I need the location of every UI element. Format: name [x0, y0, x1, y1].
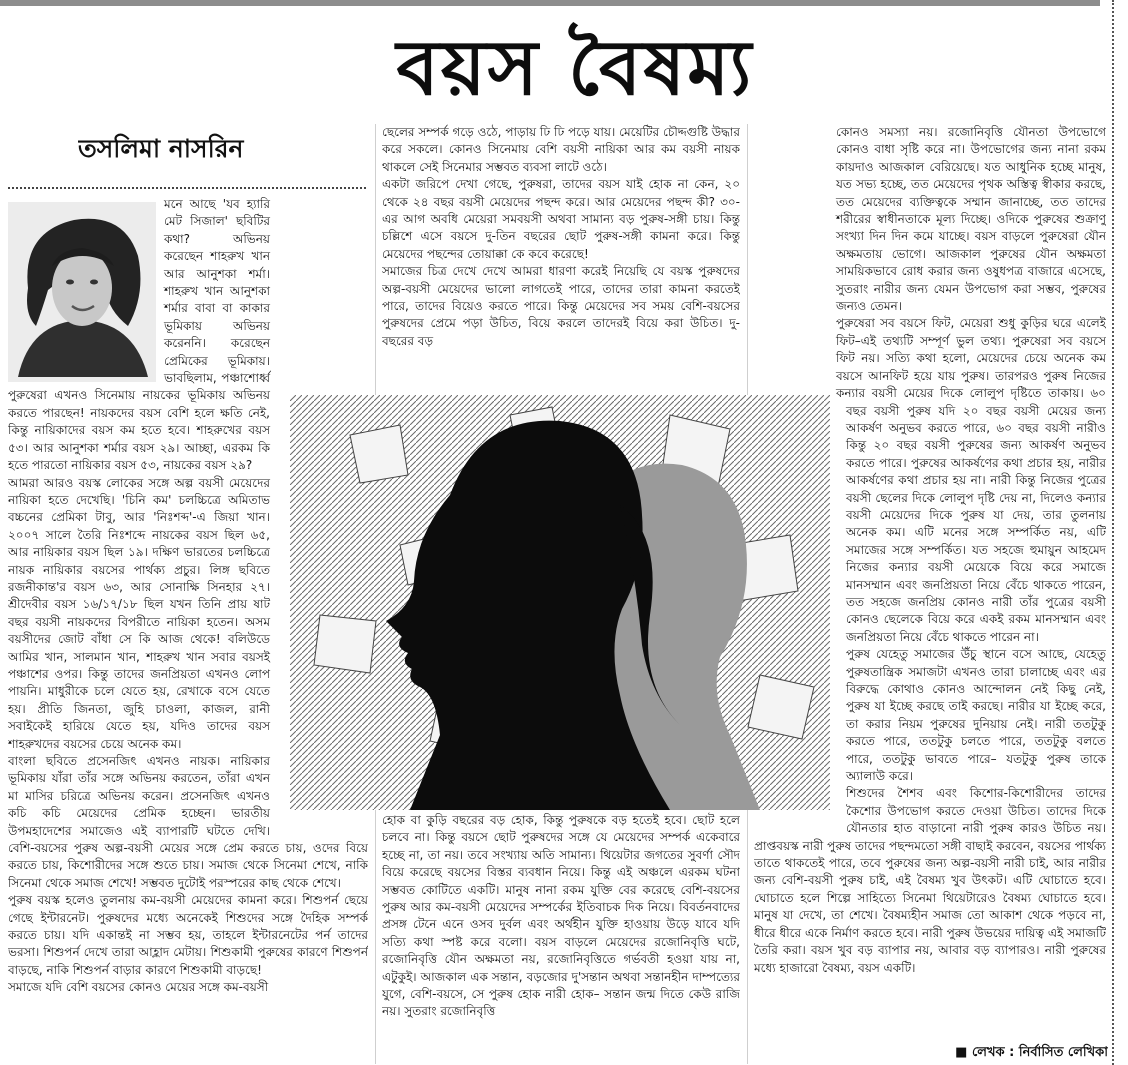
faces-silhouette-icon	[290, 395, 830, 810]
paragraph: সমাজে যদি বেশি বয়সের কোনও মেয়ের সঙ্গে কম-বয়সী	[8, 980, 269, 995]
byline: তসলিমা নাসরিন	[78, 134, 244, 163]
column-2-bottom	[382, 812, 740, 1062]
paragraph: বাংলা ছবিতে প্রসেনজিৎ এখনও নায়ক। নায়িকার ভূমিকায় যাঁরা তাঁর সঙ্গে অভিনয় করতেন, তাঁরা এখন মা মাসির চরিত্রে অভিনয় করেন। প্রসেনজিৎ এখনও কচি কচি মেয়েদের প্রেমিক হচ্ছেন। ভারতীয় উপমহাদেশের সমাজেও এই ব্যাপারটি ঘটতে দেখি। বেশি-বয়সের পুরুষ অল্প-বয়সী মেয়ের সঙ্গে প্রেম করতে চায়, ওদের বিয়ে করতে চায়, কিশোরীদের সঙ্গে শুতে চায়। সমাজ থেকে সিনেমা শেখে, নাকি সিনেমা থেকে সমাজ শেখে! সম্ভবত দুটোই পরস্পরের কাছ থেকে শেখে।	[8, 754, 368, 890]
author-signoff	[940, 1043, 1108, 1063]
signoff-text: লেখক : নির্বাসিত লেখিকা	[972, 1045, 1108, 1060]
byline-divider	[8, 187, 366, 189]
paragraph: মনে আছে 'যব হ্যারি মেট সিজাল' ছবিটির কথা? অভিনয় করেছেন শাহরুখ খান আর আনুশকা শর্মা। শাহরুখ খান আনুশকা শর্মার বাবা বা কাকার ভূমিকায় অভিনয় করেননি। করেছেন প্রেমিকের ভূমিকায়। ভাবছিলাম, পঞ্চাশোর্ধ্ব পুরুষেরা এখনও সিনেমায় নায়কের ভূমিকায় অভিনয় করতে পারছেন! নায়কদের বয়স বেশি হলে ক্ষতি নেই, কিন্তু নায়িকাদের বয়স কম হতে হবে। শাহরুখের বয়স ৫৩। আর আনুশকা শর্মার বয়স ২৯। আচ্ছা, এরকম কি হতে পারতো নায়িকার বয়স ৫৩, নায়কের বয়স ২৯?	[8, 197, 270, 473]
headline: বয়স বৈষম্য	[396, 23, 754, 112]
author-photo	[8, 202, 156, 382]
column-2-top	[382, 124, 740, 414]
paragraph: কোনও সমস্যা নয়। রজোনিবৃত্তি যৌনতা উপভোগে কোনও বাধা সৃষ্টি করে না। উপভোগের জন্য নানা রকম কায়দাও আজকাল বেরিয়েছে। যত আধুনিক হচ্ছে মানুষ, যত সভ্য হচ্ছে, তত মেয়েদের পৃথক অস্তিত্ব স্বীকার করছে, তত মেয়েদের ব্যক্তিত্বকে সম্মান জানাচ্ছে, তত তাদের শরীরের স্বাধীনতাকে মূল্য দিচ্ছে। ওদিকে পুরুষের শুক্রাণু সংখ্যা দিন দিন কমে যাচ্ছে। বয়স বাড়লে পুরুষেরা যৌন অক্ষমতায় ভোগে। আজকাল পুরুষের যৌন অক্ষমতা সাময়িকভাবে রোধ করার জন্য ওষুধপত্র বাজারে এসেছে, সুতরাং নারীর জন্য যেমন উপভোগ করা সম্ভব, পুরুষের জন্যও তেমন।	[836, 125, 1106, 314]
paragraph: সমাজের চিত্র দেখে দেখে আমরা ধারণা করেই নিয়েছি যে বয়স্ক পুরুষদের অল্প-বয়সী মেয়েদের ভালো লাগতেই পারে, তাদের তারা কামনা করতেই পারে, তাদের বিয়েও করতে পারে। কিন্তু মেয়েদের সব সময় বেশি-বয়সের পুরুষদের প্রেমে পড়া উচিত, বিয়ে করলে তাদেরই বিয়ে করা উচিত। দু-বছরের বড়	[382, 264, 740, 348]
illustration-wrap-space	[754, 414, 840, 834]
column-3	[754, 124, 1106, 1054]
paragraph: ছেলের সম্পর্ক গড়ে ওঠে, পাড়ায় ঢি ঢি পড়ে যায়। মেয়েটির চৌদ্দগুষ্টি উদ্ধার করে সকলে। কোনও সিনেমায় বেশি বয়সী নায়িকা আর কম বয়সী নায়ক থাকলে সেই সিনেমার সম্ভবত ব্যবসা লাটে ওঠে।	[382, 125, 740, 174]
paragraph: শিশুদের শৈশব এবং কিশোর-কিশোরীদের তাদের কৈশোর উপভোগ করতে দেওয়া উচিত। তাদের দিকে যৌনতার হাত বাড়ানো নারী পুরুষ কারও উচিত নয়। প্রাপ্তবয়স্ক নারী পুরুষ তাদের পছন্দমতো সঙ্গী বাছাই করবেন, বয়সের পার্থক্য তাতে থাকতেই পারে, তবে পুরুষের জন্য অল্প-বয়সী নারী চাই, আর নারীর জন্য বেশি-বয়সী পুরুষ চাই, এই বৈষম্য খুব উৎকট। এটি ঘোচাতে হবে। ঘোচাতে হলে শিল্পে সাহিত্যে সিনেমা থিয়েটারেও বৈষম্য ঘোচাতে হবে। মানুষ যা দেখে, তা শেখে। বৈষম্যহীন সমাজ তো আকাশ থেকে পড়বে না, ধীরে ধীরে একে নির্মাণ করতে হবে। নারী পুরুষ উভয়ের দায়িত্ব এই সমাজটি তৈরি করা। বয়স খুব বড় ব্যাপার নয়, আবার বড় ব্যাপারও। নারী পুরুষের মধ্যে হাজারো বৈষম্য, বয়স একটি।	[754, 786, 1106, 975]
top-rule	[0, 0, 1100, 6]
silhouette-illustration	[290, 395, 830, 810]
right-dotted-border	[1112, 0, 1114, 1065]
paragraph: পুরুষেরা সব বয়সে ফিট, মেয়েরা শুধু কুড়ির ঘরে এলেই ফিট–এই তথ্যটি সম্পূর্ণ ভুল তথ্য। পুরুষেরা সব বয়সে ফিট নয়। সত্যি কথা হলো, মেয়েদের চেয়ে অনেক কম বয়সে আনফিট হয়ে যায় পুরুষ। তারপরও পুরুষ নিজের কন্যার বয়সী মেয়ের দিকে লোলুপ দৃষ্টিতে তাকায়। ৬০ বছর বয়সী পুরুষ যদি ২০ বছর বয়সী মেয়ের জন্য আকর্ষণ অনুভব করতে পারে, ৬০ বছর বয়সী নারীও কিন্তু ২০ বছর বয়সী পুরুষের জন্য আকর্ষণ অনুভব করতে পারে। পুরুষের আকর্ষণের কথা প্রচার হয়, নারীর আকর্ষণের কথা প্রচার হয় না। নারী কিন্তু নিজের পুত্রের বয়সী ছেলের দিকে লোলুপ দৃষ্টি দেয় না, দিলেও কন্যার বয়সী মেয়েদের দিকে পুরুষ যা দেয়, তার তুলনায় অনেক কম। এটি মনের সঙ্গে সম্পর্কিত নয়, এটি সমাজের সঙ্গে সম্পর্কিত। যত সহজে হুমায়ুন আহমেদ নিজের কন্যার বয়সী মেয়েকে বিয়ে করে সমাজে মানসম্মান এবং জনপ্রিয়তা নিয়ে বেঁচে থাকতে পারেন, তত সহজে জনপ্রিয় কোনও নারী তাঁর পুত্রের বয়সী কোনও ছেলেকে বিয়ে করে একই রকম মানসম্মান এবং জনপ্রিয়তা নিয়ে বেঁচে থাকতে পারেন না।	[836, 316, 1106, 644]
paragraph: একটা জরিপে দেখা গেছে, পুরুষরা, তাদের বয়স যাই হোক না কেন, ২০ থেকে ২৪ বছর বয়সী মেয়েদের পছন্দ করে। আর মেয়েদের পছন্দ কী? ৩০-এর আগ অবধি মেয়েরা সমবয়সী অথবা সামান্য বড় পুরুষ-সঙ্গী চায়। কিন্তু চল্লিশে এসে বয়সে দু-তিন বছরের ছোট পুরুষ-সঙ্গী কামনা করে। কিন্তু মেয়েদের পছন্দের তোয়াক্কা কে কবে করেছে!	[382, 177, 740, 261]
paragraph: পুরুষ যেহেতু সমাজের উঁচু স্থানে বসে আছে, যেহেতু পুরুষতান্ত্রিক সমাজটা এখনও তারা চালাচ্ছে এবং এর বিরুদ্ধে কোথাও কোনও আন্দোলন নেই কিছু নেই, পুরুষ যা ইচ্ছে করছে তাই করছে। নারীর যা ইচ্ছে করে, তা করার নিয়ম পুরুষের দুনিয়ায় নেই। নারী ততটুকু করতে পারে, ততটুকু চলতে পারে, ততটুকু বলতে পারে, ততটুকু ভাবতে পারে– যতটুকু পুরুষ তাকে অ্যালাউ করে।	[846, 647, 1106, 784]
author-portrait-icon	[8, 202, 156, 382]
paragraph: আমরা আরও বয়স্ক লোকের সঙ্গে অল্প বয়সী মেয়েদের নায়িকা হতে দেখেছি। 'চিনি কম' চলচ্চিত্রে অমিতাভ বচ্চনের প্রেমিকা টাবু, আর 'নিঃশব্দ'-এ জিয়া খান। ২০০৭ সালে তৈরি নিঃশব্দে নায়কের বয়স ছিল ৬৫, আর নায়িকার বয়স ছিল ১৯। দক্ষিণ ভারতের চলচ্চিত্রে নায়ক নায়িকার বয়সের পার্থক্য প্রচুর। লিঙ্গ ছবিতে রজনীকান্ত'র বয়স ৬৩, আর সোনাক্ষি সিনহার ২৭। শ্রীদেবীর বয়স ১৬/১৭/১৮ ছিল যখন তিনি প্রায় ষাট বছর বয়সী নায়কদের বিপরীতে নায়িকা হতেন। অসম বয়সীদের জোট বাঁধা সে কি আজ থেকে! বলিউডে আমির খান, সালমান খান, শাহরুখ খান সবার বয়সই পঞ্চাশের ওপর। কিন্তু তাদের জনপ্রিয়তা এখনও লোপ পায়নি। মাধুরীকে চলে যেতে হয়, রেখাকে বসে যেতে হয়। প্রীতি জিনতা, জুহি চাওলা, কাজল, রানী সবাইকেই হারিয়ে যেতে হয়, যদিও তাদের বয়স শাহরুখদের বয়সের চেয়ে অনেক কম।	[8, 475, 270, 751]
paragraph: হোক বা কুড়ি বছরের বড় হোক, কিন্তু পুরুষকে বড় হতেই হবে। ছোট হলে চলবে না। কিন্তু বয়সে ছোট পুরুষদের সঙ্গে যে মেয়েদের সম্পর্ক একেবারে হচ্ছে না, তা নয়। তবে সংখ্যায় অতি সামান্য। থিয়েটার জগতের সুবর্ণা সৌদ বিয়ে করেছে বয়সের বিস্তর ব্যবধান নিয়ে। কিন্তু এই অঞ্চলে এরকম ঘটনা সম্ভবত কোটিতে একটি। মানুষ নানা রকম যুক্তি বের করেছে বেশি-বয়সের পুরুষ আর কম-বয়সী মেয়েদের সম্পর্কের ইতিবাচক দিক নিয়ে। বিবর্তনবাদের প্রসঙ্গ টেনে এনে ওসব দুর্বল এবং অর্থহীন যুক্তি হাওয়ায় উড়ে যাবে যদি সত্যি কথা স্পষ্ট করে বলো। বয়স বাড়লে মেয়েদের রজোনিবৃত্তি ঘটে, রজোনিবৃত্তি যৌন অক্ষমতা নয়, রজোনিবৃত্তিতে গর্ভবতী হওয়া যায় না, এটুকুই। আজকাল এক সন্তান, বড়জোর দু'সন্তান অথবা সন্তানহীন দাম্পত্যের যুগে, বেশি-বয়সে, সে পুরুষ হোক নারী হোক– সন্তান জন্ম দিতে কেউ রাজি নয়। সুতরাং রজোনিবৃত্তি	[382, 813, 740, 1019]
signoff-marker: ■	[955, 1045, 968, 1060]
paragraph: পুরুষ বয়স্ক হলেও তুলনায় কম-বয়সী মেয়েদের কামনা করে। শিশুপর্ন ছেয়ে গেছে ইন্টারনেট। পুরুষদের মধ্যে অনেকেই শিশুদের সঙ্গে দৈহিক সম্পর্ক করতে চায়। যদি একান্তই না সম্ভব হয়, তাহলে ইন্টারনেটের পর্ন তাদের ভরসা। শিশুপর্ন দেখে তারা আহ্লাদ মেটায়। শিশুকামী পুরুষের কারণে শিশুপর্ন বাড়ছে, নাকি শিশুপর্ন বাড়ার কারণে শিশুকামী বাড়ছে!	[8, 893, 368, 977]
illustration-wrap-space	[754, 386, 836, 414]
